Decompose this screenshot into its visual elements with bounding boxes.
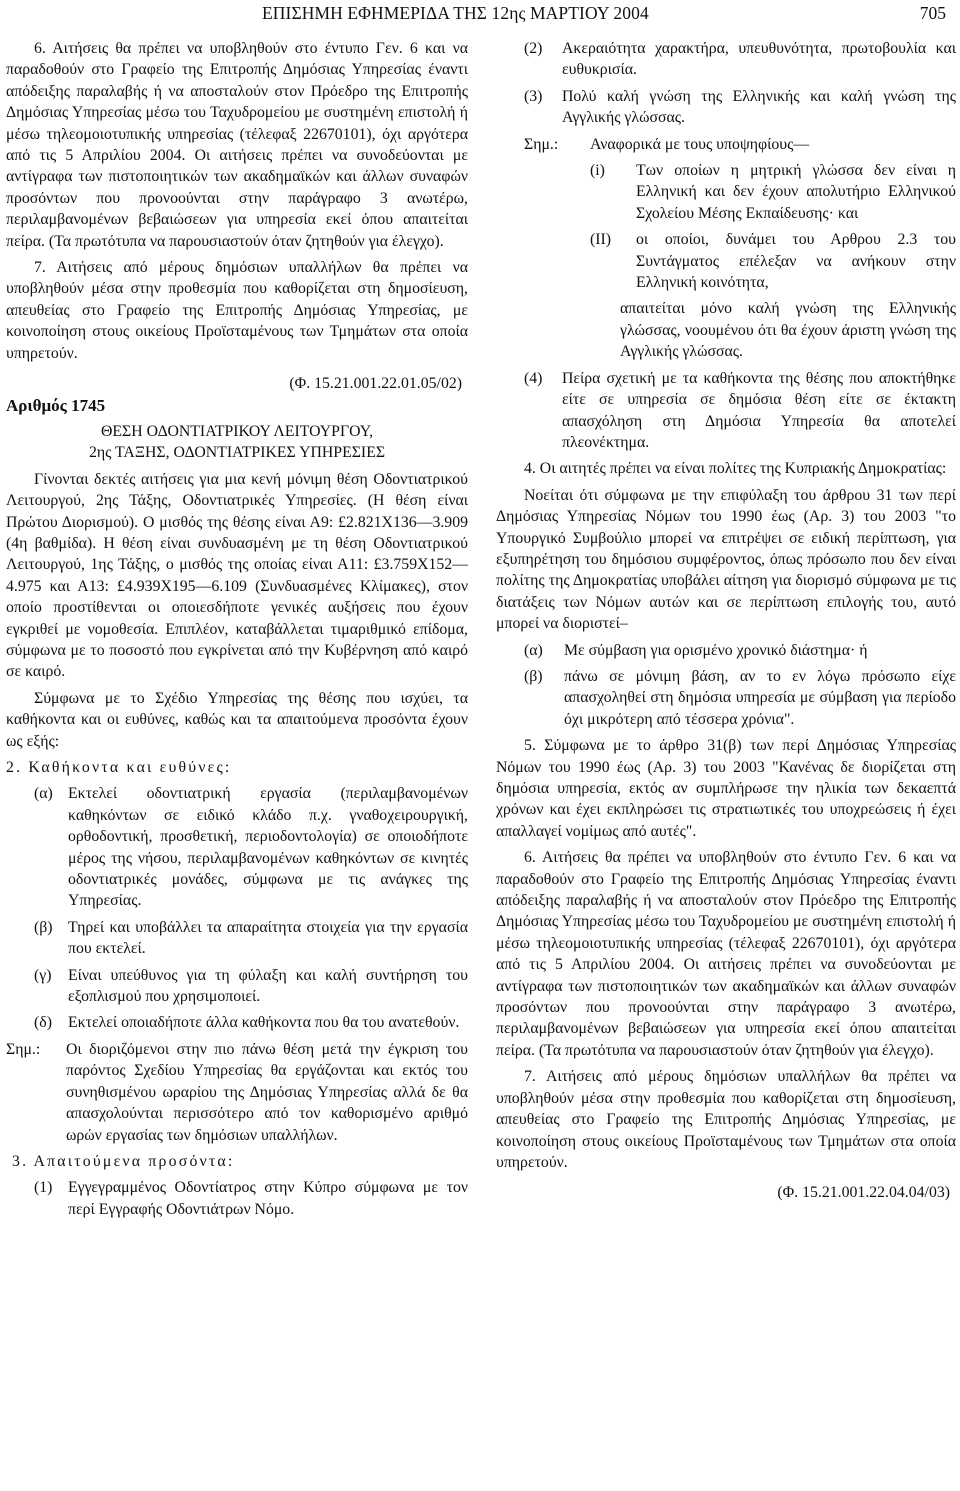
duty-label: (β)	[34, 918, 53, 936]
paragraph-6-applications: 6. Αιτήσεις θα πρέπει να υποβληθούν στο έντυπο Γεν. 6 και να παραδοθούν στο Γραφείο της Επιτροπής Δημόσιας Υπηρεσίας έναντι απόδειξης παραλαβής ή να αποσταλούν στον Πρόεδρο της Επιτροπής Δημόσιας Υπηρεσίας μέσω του Ταχυδρομείου με συστημένη επιστολή ή μέσω τηλεομοιοτυπικής υπηρεσίας (τέλεφαξ 22670101), όχι αργότερα από τις 5 Απριλίου 2004. Οι αιτήσεις πρέπει να συνοδεύονται με αντίγραφα των πιστοποιητικών των ακαδημαϊκών και άλλων συναφών προσόντων που προνοούνται στην παράγραφο 3 ανωτέρω, περιλαμβανομένων βεβαιώσεων για υπηρεσία εκεί όπου απαιτείται πείρα. (Τα πρωτότυπα να παρουσιαστούν όταν ζητηθούν για έλεγχο).	[496, 849, 956, 1059]
duties-heading: 2. Καθήκοντα και ευθύνες:	[6, 759, 232, 776]
citizenship-proviso: Νοείται ότι σύμφωνα με την επιφύλαξη του άρθρου 31 των περί Δημόσιας Υπηρεσίας Νόμων του 1990 έως (Αρ. 3) του 2003 "το Υπουργικό Συμβούλιο μπορεί να επιτρέψει σε ειδική περίπτωση, για εξυπηρέτηση του δημόσιου συμφέροντος, όπως πρόσωπο που δεν είναι πολίτης της Δημοκρατίας υποβάλει αίτηση για διορισμό σύμφωνα με τις διατάξεις των Νόμων αυτών και σε περίπτωση επιλογής του, αυτό μπορεί να διοριστεί–	[496, 486, 956, 633]
duty-label: (α)	[34, 785, 53, 803]
paragraph-5-age: 5. Σύμφωνα με το άρθρο 31(β) των περί Δημόσιας Υπηρεσίας Νόμων του 1990 έως (Αρ. 3) του 2003 "Κανένας δε διορίζεται στη δημόσια υπηρεσία, εκτός αν συμπλήρωσε την ηλικία των δεκαεπτά χρόνων και έχει εκπληρώσει τις στρατιωτικές του υποχρεώσεις ή έχει απαλλαγεί νομίμως από αυτές".	[496, 737, 956, 840]
duty-item	[6, 917, 468, 960]
proviso-item	[496, 640, 956, 661]
qualification-item	[496, 368, 956, 454]
vacancy-intro-paragraph: Γίνονται δεκτές αιτήσεις για μια κενή μόνιμη θέση Οδοντιατρικού Λειτουργού, 2ης Τάξης, Οδοντιατρικές Υπηρεσίες. (Η θέση είναι Πρώτου Διορισμού). Ο μισθός της θέσης είναι Α9: £2.821Χ136—3.909 (4η βαθμίδα). Η θέση είναι συνδυασμένη με τη θέση Οδοντιατρικού Λειτουργού, 1ης Τάξης, ο μισθός της οποίας είναι Α11: £3.759Χ152—4.975 και Α13: £4.939Χ195—6.109 (Συνδυασμένες Κλίμακες), στον οποίο προστίθενται οι οποιεσδήποτε γενικές αυξήσεις που έχουν εγκριθεί με νομοθεσία. Επιπλέον, καταβάλλεται τιμαριθμικό επίδομα, σύμφωνα με το ποσοστό που εγκρίνεται από την Κυβέρνηση από καιρό σε καιρό.	[6, 470, 468, 681]
paragraph-7-civil-servants: 7. Αιτήσεις από μέρους δημόσιων υπαλλήλων θα πρέπει να υποβληθούν μέσα στην προθεσμία που καθορίζεται στη δημοσίευση, απευθείας στο Γραφείο της Επιτροπής Δημόσιας Υπηρεσίας, με κοινοποίηση στους οικείους Προϊσταμένους των Τμημάτων στα οποία υπηρετούν.	[6, 259, 468, 362]
position-title-line-1: ΘΕΣΗ ΟΔΟΝΤΙΑΤΡΙΚΟΥ ΛΕΙΤΟΥΡΓΟΥ,	[100, 422, 374, 440]
qualification-item	[496, 86, 956, 129]
file-reference: (Φ. 15.21.001.22.04.04/03)	[777, 1184, 950, 1202]
duty-item	[6, 783, 468, 911]
page-number: 705	[919, 3, 946, 23]
position-title-line-2: 2ης ΤΑΞΗΣ, ΟΔΟΝΤΙΑΤΡΙΚΕΣ ΥΠΗΡΕΣΙΕΣ	[88, 444, 386, 462]
qualification-text: Πείρα σχετική με τα καθήκοντα της θέσης που αποκτήθηκε είτε σε υπηρεσία σε δημόσια θέση είτε σε έκτακτη απασχόληση στη Δημόσια Υπηρεσία θα αποτελεί πλεονέκτημα.	[562, 369, 956, 451]
paragraph-4-citizenship: 4. Οι αιτητές πρέπει να είναι πολίτες της Κυπριακής Δημοκρατίας:	[524, 460, 947, 478]
note-text: Αναφορικά με τους υποψηφίους—	[590, 135, 810, 153]
duty-text: Εκτελεί οποιαδήποτε άλλα καθήκοντα που θα του ανατεθούν.	[68, 1014, 460, 1032]
qualification-text: Πολύ καλή γνώση της Ελληνικής και καλή γνώση της Αγγλικής γλώσσας.	[562, 87, 956, 127]
subitem-label: (ΙΙ)	[590, 231, 612, 249]
qualification-label: (1)	[34, 1179, 53, 1197]
proviso-item	[496, 666, 956, 730]
file-reference: (Φ. 15.21.001.22.01.05/02)	[289, 375, 462, 393]
qualification-text: Εγγεγραμμένος Οδοντίατρος στην Κύπρο σύμφωνα με τον περί Εγγραφής Οδοντιάτρων Νόμο.	[68, 1179, 468, 1218]
decision-number: Αριθμός 1745	[6, 395, 106, 415]
duty-label: (γ)	[34, 966, 52, 984]
qualification-label: (4)	[524, 369, 543, 387]
duty-item	[6, 1012, 468, 1033]
qualifications-heading: 3. Απαιτούμενα προσόντα:	[12, 1152, 235, 1170]
duty-text: Είναι υπεύθυνος για τη φύλαξη και καλή συντήρηση του εξοπλισμού που χρησιμοποιεί.	[68, 966, 468, 1006]
duty-text: Εκτελεί οδοντιατρική εργασία (περιλαμβανομένων καθηκόντων σε ειδικό κλάδο π.χ. γναθοχειρουργική, ορθοδοντική, προσθετική, περιοδοντολογία) σε οποιοδήποτε μέρος της νήσου, περιλαμβανομένων καθηκόντων σε κινητές οδοντιατρικές μονάδες, σύμφωνα με τις ανάγκες της Υπηρεσίας.	[68, 785, 468, 910]
paragraph-7-civil-servants: 7. Αιτήσεις από μέρους δημόσιων υπαλλήλων θα πρέπει να υποβληθούν μέσα στην προθεσμία που καθορίζεται στη δημοσίευση, απευθείας στο Γραφείο της Επιτροπής Δημόσιας Υπηρεσίας, με κοινοποίηση στους οικείους Προϊσταμένους των Τμημάτων στα οποία υπηρετούν.	[496, 1068, 956, 1171]
page-header	[0, 0, 960, 40]
note-subitem	[496, 160, 956, 224]
proviso-text: πάνω σε μόνιμη βάση, αν το εν λόγω πρόσωπο είχε απασχοληθεί στη δημόσια υπηρεσία με σύμβαση για περίοδο όχι μικρότερη από τέσσερα χρόνια".	[564, 667, 956, 728]
proviso-label: (β)	[524, 667, 543, 685]
note-label: Σημ.:	[524, 135, 559, 153]
subitem-text: Των οποίων η μητρική γλώσσα δεν είναι η Ελληνική και δεν έχουν απολυτήριο Ελληνικού Σχολείου Μέσης Εκπαίδευσης· και	[636, 162, 956, 222]
duty-item	[6, 965, 468, 1008]
note-subitem	[496, 229, 956, 293]
language-note-conclusion: απαιτείται μόνο καλή γνώση της Ελληνικής γλώσσας, νοουμένου ότι θα έχουν άριστη γνώση της Αγγλικής γλώσσας.	[620, 300, 956, 361]
right-column	[496, 38, 956, 1204]
qualification-text: Ακεραιότητα χαρακτήρα, υπευθυνότητα, πρωτοβουλία και ευθυκρισία.	[562, 40, 956, 79]
language-note	[496, 134, 956, 155]
paragraph-6-applications: 6. Αιτήσεις θα πρέπει να υποβληθούν στο έντυπο Γεν. 6 και να παραδοθούν στο Γραφείο της Επιτροπής Δημόσιας Υπηρεσίας έναντι απόδειξης παραλαβής ή να αποσταλούν στον Πρόεδρο της Επιτροπής Δημόσιας Υπηρεσίας μέσω του Ταχυδρομείου με συστημένη επιστολή ή μέσω τηλεομοιοτυπικής υπηρεσίας (τέλεφαξ 22670101), όχι αργότερα από τις 5 Απριλίου 2004. Οι αιτήσεις πρέπει να συνοδεύονται με αντίγραφα των πιστοποιητικών των ακαδημαϊκών και άλλων συναφών προσόντων που προνοούνται στην παράγραφο 3 ανωτέρω, περιλαμβανομένων βεβαιώσεων για υπηρεσία εκεί όπου απαιτείται πείρα. (Τα πρωτότυπα να παρουσιαστούν όταν ζητηθούν για έλεγχο).	[6, 40, 468, 250]
qualification-label: (2)	[524, 40, 543, 57]
duty-label: (δ)	[34, 1014, 52, 1032]
duty-text: Τηρεί και υποβάλλει τα απαραίτητα στοιχεία για την εργασία που εκτελεί.	[68, 918, 468, 958]
left-column	[6, 38, 468, 1220]
subitem-text: οι οποίοι, δυνάμει του Αρθρου 2.3 του Συντάγματος επέλεξαν να ανήκουν στην Ελληνική κοινότητα,	[636, 231, 956, 292]
qualification-item	[496, 38, 956, 81]
qualification-item	[6, 1177, 468, 1220]
proviso-text: Με σύμβαση για ορισμένο χρονικό διάστημα· ή	[564, 641, 868, 659]
gazette-title: ΕΠΙΣΗΜΗ ΕΦΗΜΕΡΙΔΑ ΤΗΣ 12ης ΜΑΡΤΙΟΥ 2004	[262, 3, 649, 23]
note-label: Σημ.:	[6, 1040, 41, 1058]
note-text: Οι διοριζόμενοι στην πιο πάνω θέση μετά την έγκριση του παρόντος Σχεδίου Υπηρεσίας θα εργάζονται και εκτός του συνηθισμένου ωραρίου της Δημόσιας Υπηρεσίας αλλά δε θα απασχολούνται περισσότερο από τον καθορισμένο αριθμό ωρών εργασίας των δημόσιων υπαλλήλων.	[66, 1040, 468, 1144]
qualification-label: (3)	[524, 87, 543, 105]
working-hours-note	[6, 1039, 468, 1146]
scheme-of-service-paragraph: Σύμφωνα με το Σχέδιο Υπηρεσίας της θέσης που ισχύει, τα καθήκοντα και οι ευθύνες, καθώς και τα απαιτούμενα προσόντα έχουν ως εξής:	[6, 689, 468, 750]
proviso-label: (α)	[524, 641, 543, 659]
subitem-label: (i)	[590, 162, 605, 180]
